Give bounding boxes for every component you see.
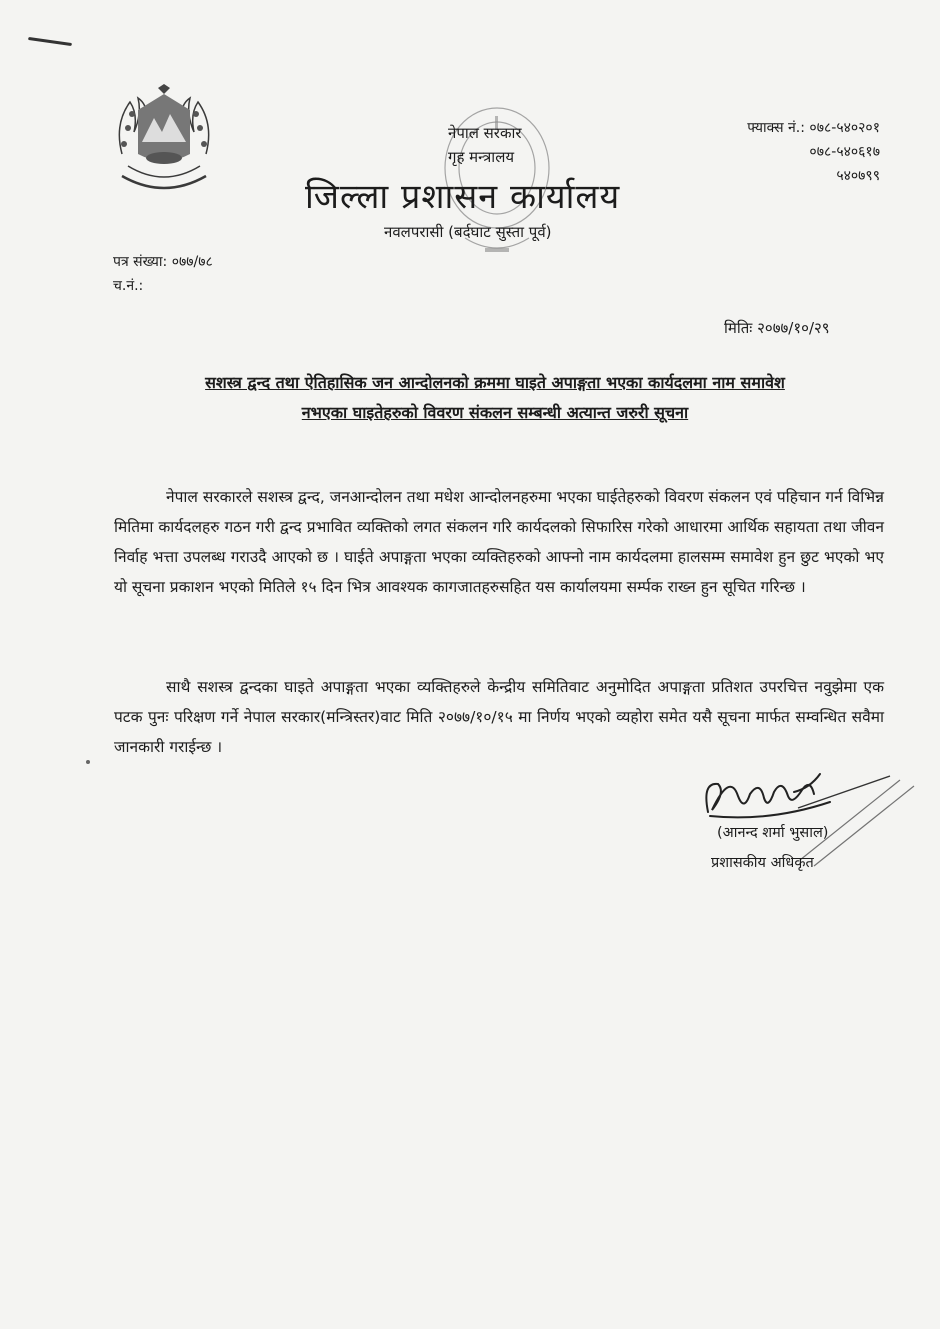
dispatch-number: च.नं.: [113,278,144,294]
fax-line: फ्याक्स नं.: ०७८-५४०२०१ [747,120,880,136]
letter-date: मितिः २०७७/१०/२९ [724,319,830,337]
fax-line: ०७८-५४०६१७ [809,144,880,160]
fax-line: ५४०७९९ [836,168,880,184]
scan-speck [86,760,90,764]
fax-block [712,116,880,188]
notice-subject [100,368,890,428]
office-address: नवलपरासी (बर्दघाट सुस्ता पूर्व) [384,223,552,241]
letter-number: पत्र संख्या: ०७७/७८ [113,254,213,270]
body-paragraph [114,482,884,602]
government-name: नेपाल सरकार [448,124,522,142]
signer-title: प्रशासकीय अधिकृत [711,855,814,871]
signer-name: (आनन्द शर्मा भुसाल) [717,825,829,841]
subject-line: नभएका घाइतेहरुको विवरण संकलन सम्बन्धी अत्यान्त जरुरी सूचना [301,403,689,422]
pen-mark [28,37,72,46]
ministry-name: गृह मन्त्रालय [448,148,515,166]
paragraph-text: साथै सशस्त्र द्वन्दका घाइते अपाङ्गता भएका व्यक्तिहरुले केन्द्रीय समितिवाट अनुमोदित अपाङ्गता प्रतिशत उपरचित्त नवुझेमा एक पटक पुनः परिक्षण गर्ने नेपाल सरकार(मन्त्रिस्तर)वाट मिति २०७७/१०/१५ मा निर्णय भएको व्यहोरा समेत यसै सूचना मार्फत सम्वन्धित सवैमा जानकारी गराईन्छ । [114,678,884,756]
office-title: जिल्ला प्रशासन कार्यालय [305,177,621,217]
subject-line: सशस्त्र द्वन्द तथा ऐतिहासिक जन आन्दोलनको क्रममा घाइते अपाङ्गता भएका कार्यदलमा नाम समावेश [205,373,785,392]
reference-block [113,250,213,298]
nepal-emblem-icon [108,84,220,200]
paragraph-text: नेपाल सरकारले सशस्त्र द्वन्द, जनआन्दोलन तथा मधेश आन्दोलनहरुमा भएका घाईतेहरुको विवरण संकलन एवं पहिचान गर्न विभिन्न मितिमा कार्यदलहरु गठन गरी द्वन्द प्रभावित व्यक्तिको लगत संकलन गरि कार्यदलको सिफारिस गरेको आधारमा आर्थिक सहायता तथा जीवन निर्वाह भत्ता उपलब्ध गराउदै आएको छ । घाईते अपाङ्गता भएका व्यक्तिहरुको आफ्नो नाम कार्यदलमा हालसम्म समावेश हुन छुट भएको भए यो सूचना प्रकाशन भएको मितिले १५ दिन भित्र आवश्यक कागजातहरुसहित यस कार्यालयमा सर्म्पक राख्न हुन सूचित गरिन्छ । [114,488,884,596]
body-paragraph [114,672,884,762]
